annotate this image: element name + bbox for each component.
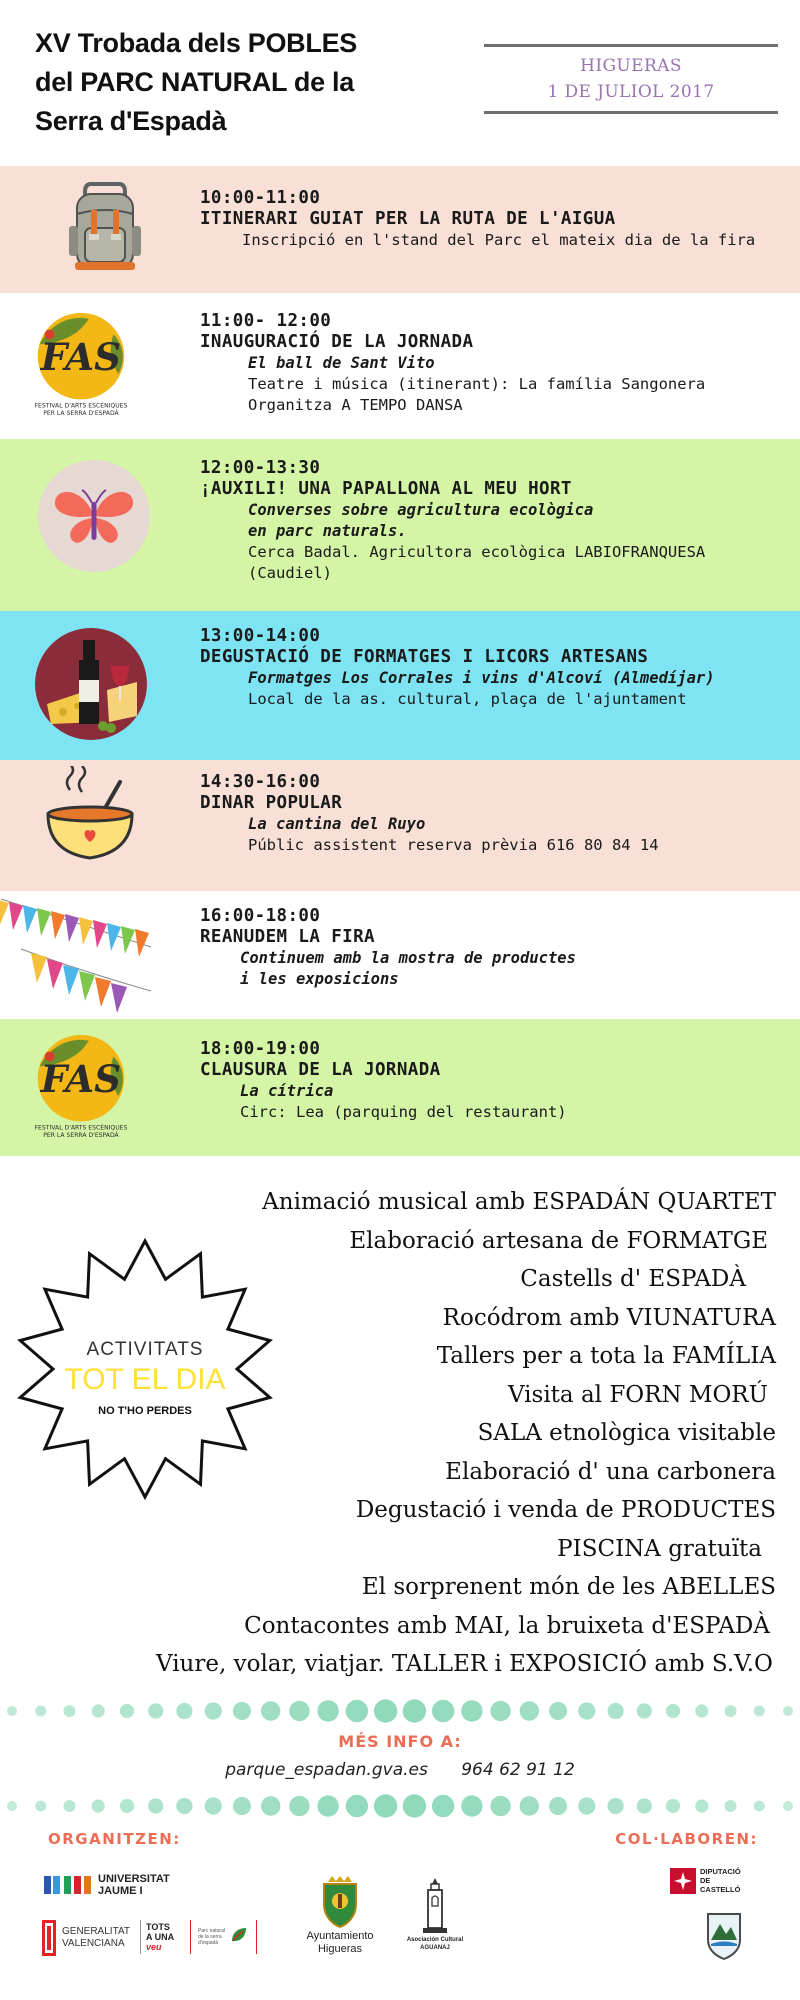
divider-dot: [403, 1699, 426, 1722]
divider-dot: [608, 1703, 624, 1719]
schedule-time: 12:00-13:30: [200, 458, 321, 478]
parc-natural-leaf-icon: [230, 1926, 248, 1944]
divider-dot: [346, 1700, 368, 1722]
svg-text:FESTIVAL D'ARTS ESCÈNIQUES: FESTIVAL D'ARTS ESCÈNIQUES: [34, 402, 128, 410]
schedule-time: 11:00- 12:00: [200, 311, 332, 331]
schedule-detail: Cerca Badal. Agricultora ecològica LABIOFRANQUESA: [248, 543, 706, 561]
divider-dot: [317, 1700, 338, 1721]
divider-dot: [578, 1702, 595, 1719]
divider-dot: [374, 1794, 397, 1817]
divider-dot: [92, 1799, 105, 1812]
coat-of-arms-icon: [320, 1876, 360, 1928]
divider-dot: [403, 1794, 426, 1817]
schedule-title: DEGUSTACIÓ DE FORMATGES I LICORS ARTESANS: [200, 647, 649, 667]
divider-dot: [520, 1796, 539, 1815]
divider-dot: [549, 1702, 567, 1720]
activity-item: Visita al FORN MORÚ: [507, 1381, 768, 1408]
divider-dot: [490, 1701, 510, 1721]
info-label: MÉS INFO A:: [338, 1732, 462, 1751]
badge-line-3: NO T'HO PERDES: [98, 1405, 192, 1417]
divider-dot: [35, 1706, 46, 1717]
gva-emblem-icon: [42, 1920, 56, 1956]
collaborators-label: COL·LABOREN:: [615, 1830, 758, 1848]
divider-dot: [374, 1699, 397, 1722]
divider-dot: [666, 1704, 680, 1718]
fas-festival-logo-icon: [20, 305, 138, 423]
wine-cheese-icon: [33, 626, 149, 746]
divider-dot: [289, 1796, 309, 1816]
dotted-divider-top: [0, 1698, 800, 1724]
schedule-text: [200, 188, 788, 251]
divider-dot: [549, 1797, 567, 1815]
divider-dot: [7, 1706, 17, 1716]
schedule-text: [200, 311, 788, 416]
schedule-text: [200, 626, 788, 710]
schedule-detail: Públic assistent reserva prèvia 616 80 84 14: [248, 836, 659, 854]
website-link[interactable]: parque_espadan.gva.es: [225, 1760, 428, 1780]
divider-dot: [520, 1701, 539, 1720]
bunting-flags-icon: [0, 891, 152, 1019]
schedule-detail: La cítrica: [240, 1082, 334, 1100]
divider-dot: [346, 1795, 368, 1817]
backpack-icon: [55, 176, 155, 280]
bunting-flags-icon: [0, 891, 152, 1023]
fas-festival-logo-icon: [20, 305, 138, 427]
svg-text:FESTIVAL D'ARTS ESCÈNIQUES: FESTIVAL D'ARTS ESCÈNIQUES: [34, 1124, 128, 1132]
divider-dot: [725, 1705, 737, 1717]
activity-item: Degustació i venda de PRODUCTES: [355, 1497, 776, 1523]
divider-dot: [783, 1706, 793, 1716]
schedule-detail: Continuem amb la mostra de productes: [240, 949, 576, 967]
schedule-detail: Teatre i música (itinerant): La família Sangonera: [248, 375, 706, 393]
schedule-text: [200, 458, 788, 584]
activity-item: Animació musical amb ESPADÁN QUARTET: [262, 1189, 776, 1215]
fas-festival-logo-icon: [20, 1027, 138, 1149]
diputacio-emblem-icon: [670, 1868, 696, 1894]
schedule-time: 14:30-16:00: [200, 772, 321, 792]
butterfly-icon: [36, 458, 152, 574]
schedule-text: [200, 772, 788, 856]
parc-natural-espada-shield-icon: [706, 1912, 742, 1960]
event-date: 1 DE JULIOL 2017: [547, 82, 715, 102]
activities-list: [156, 1183, 776, 1684]
activity-item: SALA etnològica visitable: [477, 1420, 776, 1446]
badge-line-2: TOT EL DIA: [64, 1363, 226, 1396]
schedule-detail: Inscripció en l'stand del Parc el mateix dia de la fira: [242, 231, 756, 249]
divider-dot: [317, 1795, 338, 1816]
schedule-text: [200, 906, 788, 990]
schedule-detail: Converses sobre agricultura ecològica: [248, 501, 594, 519]
organizers-label: ORGANITZEN:: [48, 1830, 181, 1848]
schedule-title: ITINERARI GUIAT PER LA RUTA DE L'AIGUA: [200, 209, 616, 229]
schedule-detail: Local de la as. cultural, plaça de l'ajuntament: [248, 690, 687, 708]
divider-dot: [64, 1800, 76, 1812]
activity-item: Rocódrom amb VIUNATURA: [442, 1304, 776, 1331]
divider-dot: [148, 1703, 163, 1718]
schedule-detail: Formatges Los Corrales i vins d'Alcoví (Almedíjar): [248, 669, 715, 687]
svg-text:PER LA SERRA D'ESPADÀ: PER LA SERRA D'ESPADÀ: [43, 410, 119, 418]
phone-number: 964 62 91 12: [461, 1760, 575, 1780]
divider-dot: [176, 1798, 192, 1814]
fas-festival-logo-icon: [20, 1027, 138, 1145]
divider-dot: [176, 1703, 192, 1719]
divider-dot: [783, 1801, 793, 1811]
divider-dot: [92, 1704, 105, 1717]
divider-dot: [7, 1801, 17, 1811]
divider-dot: [725, 1800, 737, 1812]
schedule-detail: en parc naturals.: [248, 522, 407, 540]
activity-item: El sorprenent món de les ABELLES: [361, 1574, 776, 1600]
generalitat-logo: GENERALITAT VALENCIANA TOTS A UNA veu Parc natural de la serra d'espadà: [42, 1918, 272, 1958]
schedule-title: ¡AUXILI! UNA PAPALLONA AL MEU HORT: [200, 479, 572, 499]
schedule-title: DINAR POPULAR: [200, 793, 343, 813]
page-title: XV Trobada dels POBLES del PARC NATURAL de la Serra d'Espadà: [35, 28, 357, 136]
divider-dot: [289, 1701, 309, 1721]
divider-dot: [120, 1704, 134, 1718]
backpack-icon: [55, 176, 155, 276]
divider-dot: [637, 1703, 652, 1718]
info-line: [0, 1760, 800, 1780]
schedule-time: 10:00-11:00: [200, 188, 321, 208]
divider-dot: [578, 1797, 595, 1814]
schedule-title: INAUGURACIÓ DE LA JORNADA: [200, 332, 474, 352]
divider-dot: [64, 1705, 76, 1717]
dotted-divider-bottom: [0, 1793, 800, 1819]
divider-dot: [233, 1797, 251, 1815]
divider-dot: [148, 1798, 163, 1813]
divider-dot: [432, 1700, 454, 1722]
divider-dot: [637, 1798, 652, 1813]
activity-item: Elaboració d' una carbonera: [445, 1458, 776, 1485]
divider-dot: [608, 1798, 624, 1814]
schedule-text: [200, 1039, 788, 1123]
svg-text:FAS: FAS: [40, 334, 122, 379]
activity-item: Elaboració artesana de FORMATGE: [349, 1227, 768, 1254]
schedule-title: CLAUSURA DE LA JORNADA: [200, 1060, 441, 1080]
divider-dot: [461, 1795, 482, 1816]
divider-dot: [205, 1702, 222, 1719]
schedule-detail: La cantina del Ruyo: [248, 815, 426, 833]
header-rule-top: [484, 44, 778, 47]
diputacio-castello-logo: DIPUTACIÓ DE CASTELLÓ: [670, 1867, 760, 1895]
divider-dot: [261, 1796, 280, 1815]
activity-item: Castells d' ESPADÀ: [520, 1266, 746, 1292]
divider-dot: [666, 1799, 680, 1813]
divider-dot: [754, 1706, 765, 1717]
uji-mark-icon: [44, 1872, 96, 1898]
fountain-tower-icon: [420, 1878, 450, 1934]
divider-dot: [461, 1700, 482, 1721]
schedule-title: REANUDEM LA FIRA: [200, 927, 375, 947]
asociacion-cultural-logo: Asociación Cultural AGUANAJ: [395, 1878, 475, 1958]
schedule-detail: (Caudiel): [248, 564, 332, 582]
divider-dot: [695, 1799, 708, 1812]
svg-text:FAS: FAS: [40, 1056, 122, 1101]
divider-dot: [205, 1797, 222, 1814]
activity-item: Tallers per a tota la FAMÍLIA: [436, 1343, 776, 1369]
wine-cheese-icon: [33, 626, 149, 742]
schedule-detail: Organitza A TEMPO DANSA: [248, 396, 463, 414]
uji-logo: UNIVERSITAT JAUME I: [44, 1872, 184, 1898]
activity-item: PISCINA gratuïta: [557, 1535, 762, 1562]
divider-dot: [120, 1799, 134, 1813]
schedule-detail: i les exposicions: [240, 970, 399, 988]
schedule-detail: El ball de Sant Vito: [248, 354, 435, 372]
soup-bowl-icon: [40, 766, 140, 866]
badge-line-1: ACTIVITATS: [86, 1339, 204, 1360]
butterfly-icon: [36, 458, 152, 578]
schedule-detail: Circ: Lea (parquing del restaurant): [240, 1103, 567, 1121]
divider-dot: [490, 1796, 510, 1816]
ayuntamiento-higueras-logo: Ayuntamiento Higueras: [290, 1876, 390, 1966]
divider-dot: [695, 1704, 708, 1717]
header-rule-bottom: [484, 111, 778, 114]
divider-dot: [754, 1801, 765, 1812]
parc-natural-logo: Parc natural de la serra d'espadà: [198, 1928, 225, 1946]
activity-item: Contacontes amb MAI, la bruixeta d'ESPADÀ: [244, 1612, 770, 1639]
divider-dot: [261, 1701, 280, 1720]
schedule-time: 13:00-14:00: [200, 626, 321, 646]
schedule-time: 18:00-19:00: [200, 1039, 321, 1059]
schedule-time: 16:00-18:00: [200, 906, 321, 926]
svg-text:PER LA SERRA D'ESPADÀ: PER LA SERRA D'ESPADÀ: [43, 1132, 119, 1140]
soup-bowl-icon: [40, 766, 140, 870]
activity-item: Viure, volar, viatjar. TALLER i EXPOSICIÓ amb S.V.O: [156, 1651, 773, 1677]
divider-dot: [432, 1795, 454, 1817]
divider-dot: [35, 1801, 46, 1812]
divider-dot: [233, 1702, 251, 1720]
event-place: HIGUERAS: [580, 56, 682, 76]
